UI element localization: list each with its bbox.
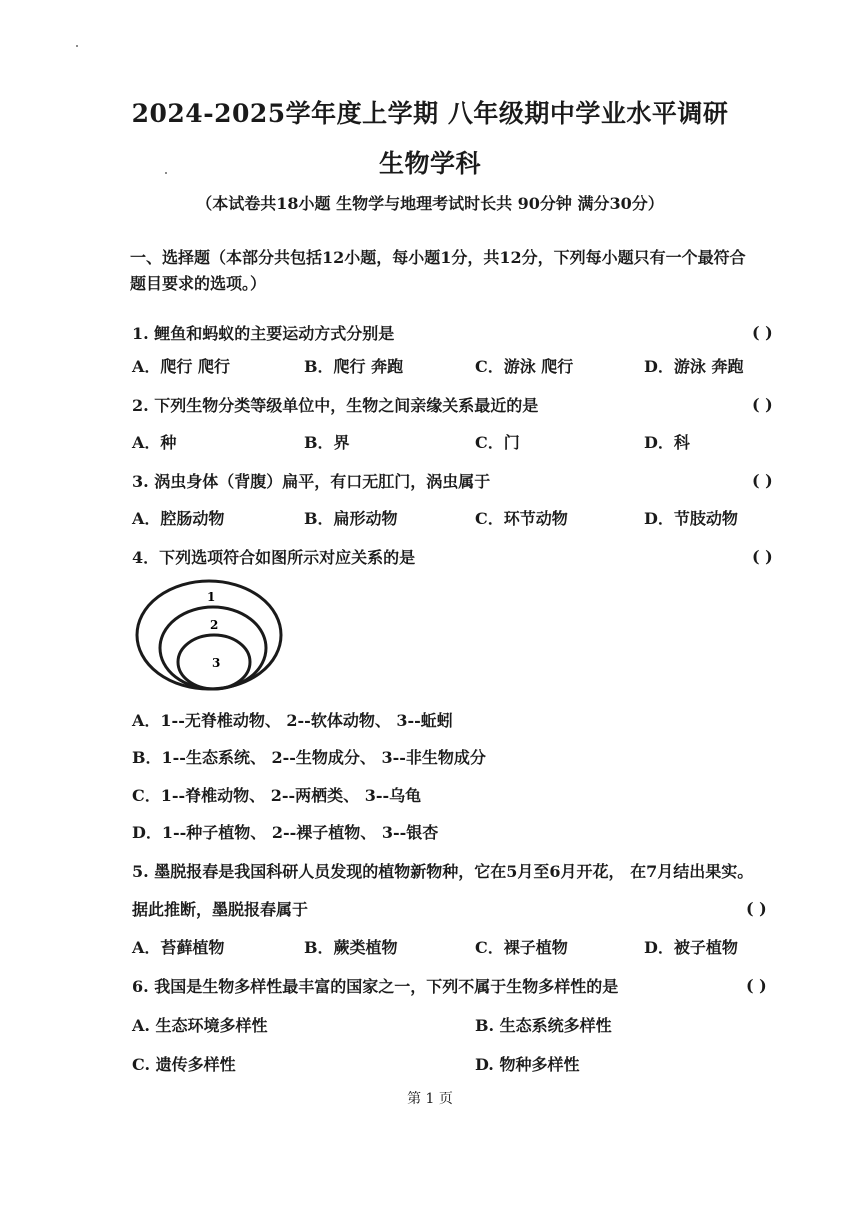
question-6-option-a: A. 生态环境多样性 — [132, 1016, 268, 1035]
question-1-option-a: A．爬行 爬行 — [132, 357, 230, 376]
scan-speck — [76, 45, 78, 47]
question-2-option-b: B．界 — [304, 433, 350, 452]
question-4-option-b: B．1--生态系统、 2--生物成分、 3--非生物成分 — [132, 748, 486, 767]
question-5-stem-line2: 据此推断，墨脱报春属于 — [132, 900, 309, 919]
question-2-option-c: C．门 — [475, 433, 520, 452]
question-1-stem: 1. 鲤鱼和蚂蚁的主要运动方式分别是 — [132, 324, 395, 343]
question-4-stem: 4．下列选项符合如图所示对应关系的是 — [132, 548, 416, 567]
exam-subject: 生物学科 — [378, 149, 481, 178]
question-3-option-c: C．环节动物 — [475, 509, 568, 528]
question-2-option-d: D．科 — [644, 433, 690, 452]
question-4-option-d: D．1--种子植物、 2--裸子植物、 3--银杏 — [132, 823, 439, 842]
question-3-option-b: B．扁形动物 — [304, 509, 398, 528]
question-6-option-c: C. 遗传多样性 — [132, 1055, 236, 1074]
exam-note: （本试卷共18小题 生物学与地理考试时长共 90分钟 满分30分） — [196, 194, 664, 213]
question-2-option-a: A．种 — [132, 433, 177, 452]
section-instructions-line2: 题目要求的选项。） — [130, 274, 267, 293]
question-4-answer-blank[interactable]: ( ) — [752, 547, 773, 566]
question-3-option-d: D．节肢动物 — [644, 509, 738, 528]
question-5-option-b: B．蕨类植物 — [304, 938, 398, 957]
question-1-answer-blank[interactable]: ( ) — [752, 323, 773, 342]
section-instructions-line1: 一、选择题（本部分共包括12小题，每小题1分，共12分，下列每小题只有一个最符合 — [130, 248, 746, 267]
question-3-answer-blank[interactable]: ( ) — [752, 471, 773, 490]
question-4-option-c: C．1--脊椎动物、 2--两栖类、 3--乌龟 — [132, 786, 422, 805]
page-number: 第 1 页 — [407, 1091, 453, 1107]
circle-label-1: 1 — [207, 590, 216, 604]
question-2-answer-blank[interactable]: ( ) — [752, 395, 773, 414]
circle-label-2: 2 — [210, 618, 219, 632]
nested-circles-diagram — [134, 578, 286, 694]
question-6-option-d: D. 物种多样性 — [475, 1055, 580, 1074]
question-4-option-a: A．1--无脊椎动物、 2--软体动物、 3--蚯蚓 — [132, 711, 453, 730]
question-2-stem: 2. 下列生物分类等级单位中，生物之间亲缘关系最近的是 — [132, 396, 539, 415]
question-3-stem: 3. 涡虫身体（背腹）扁平，有口无肛门，涡虫属于 — [132, 472, 491, 491]
question-6-option-b: B. 生态系统多样性 — [475, 1016, 612, 1035]
question-3-option-a: A．腔肠动物 — [132, 509, 225, 528]
circle-label-3: 3 — [212, 656, 221, 670]
question-5-option-d: D．被子植物 — [644, 938, 738, 957]
exam-title: 2024-2025学年度上学期 八年级期中学业水平调研 — [131, 99, 729, 128]
question-5-answer-blank[interactable]: ( ) — [746, 899, 767, 918]
question-5-option-c: C．裸子植物 — [475, 938, 568, 957]
question-6-answer-blank[interactable]: ( ) — [746, 976, 767, 995]
question-1-option-c: C．游泳 爬行 — [475, 357, 574, 376]
question-1-option-d: D．游泳 奔跑 — [644, 357, 744, 376]
question-5-stem-line1: 5. 墨脱报春是我国科研人员发现的植物新物种，它在5月至6月开花， 在7月结出果实。 — [132, 862, 754, 881]
question-5-option-a: A．苔藓植物 — [132, 938, 225, 957]
question-1-option-b: B．爬行 奔跑 — [304, 357, 404, 376]
question-6-stem: 6. 我国是生物多样性最丰富的国家之一，下列不属于生物多样性的是 — [132, 977, 619, 996]
